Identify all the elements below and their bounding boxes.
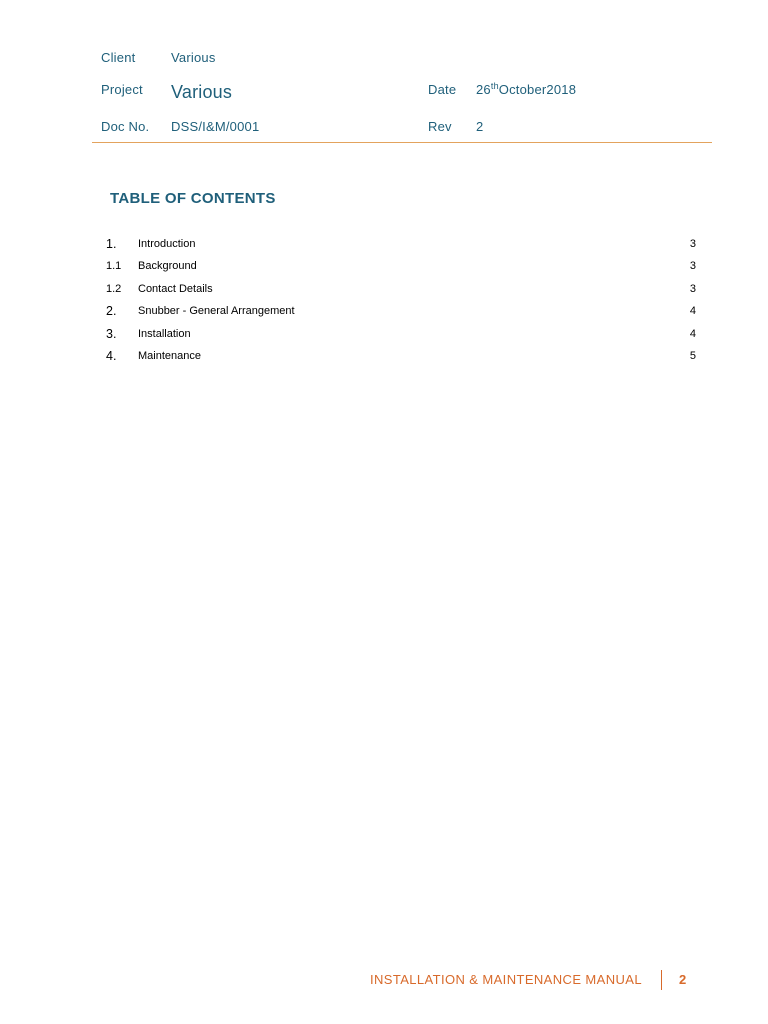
- toc-entry-page: 5: [689, 349, 696, 362]
- toc-entry-label: Contact Details: [138, 282, 213, 295]
- toc-entry-label: Maintenance: [138, 349, 201, 362]
- client-label: Client: [101, 50, 136, 65]
- client-value: Various: [171, 50, 216, 65]
- doc-number-label: Doc No.: [101, 119, 150, 134]
- toc-entry-page: 3: [689, 260, 696, 273]
- project-value: Various: [171, 82, 233, 102]
- footer-page-number: 2: [679, 972, 687, 987]
- toc-entry-number: 2.: [106, 304, 117, 319]
- toc-entry-installation[interactable]: [106, 326, 696, 348]
- toc-title: TABLE OF CONTENTS: [110, 190, 276, 207]
- date-month-year: October2018: [498, 82, 577, 97]
- toc-entry-background[interactable]: [106, 258, 696, 280]
- toc-entry-label: Introduction: [138, 238, 196, 250]
- toc-entry-maintenance[interactable]: [106, 348, 696, 370]
- rev-label: Rev: [428, 119, 452, 134]
- toc-entry-number: 1.1: [106, 260, 122, 273]
- toc-entry-label: Background: [138, 260, 197, 273]
- toc-entry-number: 4.: [106, 348, 117, 363]
- date-label: Date: [428, 82, 457, 97]
- toc-entry-introduction[interactable]: [106, 236, 696, 258]
- toc-entry-page: 3: [689, 238, 696, 250]
- toc-entry-page: 4: [689, 305, 696, 318]
- header-divider: [92, 142, 712, 143]
- footer-title: INSTALLATION & MAINTENANCE MANUAL: [369, 972, 642, 987]
- footer-divider: [661, 970, 662, 990]
- date-day: 26: [476, 82, 491, 97]
- toc-entry-page: 4: [689, 327, 696, 340]
- toc-list: [106, 236, 696, 370]
- rev-value: 2: [476, 119, 484, 134]
- toc-entry-page: 3: [689, 282, 696, 295]
- toc-entry-number: 1.2: [106, 282, 122, 295]
- toc-entry-number: 3.: [106, 326, 117, 341]
- date-value: [476, 82, 576, 97]
- doc-number-value: DSS/I&M/0001: [171, 119, 260, 134]
- project-label: Project: [101, 82, 143, 97]
- toc-entry-label: Installation: [138, 327, 191, 340]
- toc-entry-snubber-general-arrangement[interactable]: [106, 303, 696, 325]
- date-ordinal-suffix: th: [490, 81, 499, 91]
- toc-entry-contact-details[interactable]: [106, 281, 696, 303]
- toc-entry-label: Snubber - General Arrangement: [138, 305, 295, 318]
- toc-entry-number: 1.: [106, 237, 117, 251]
